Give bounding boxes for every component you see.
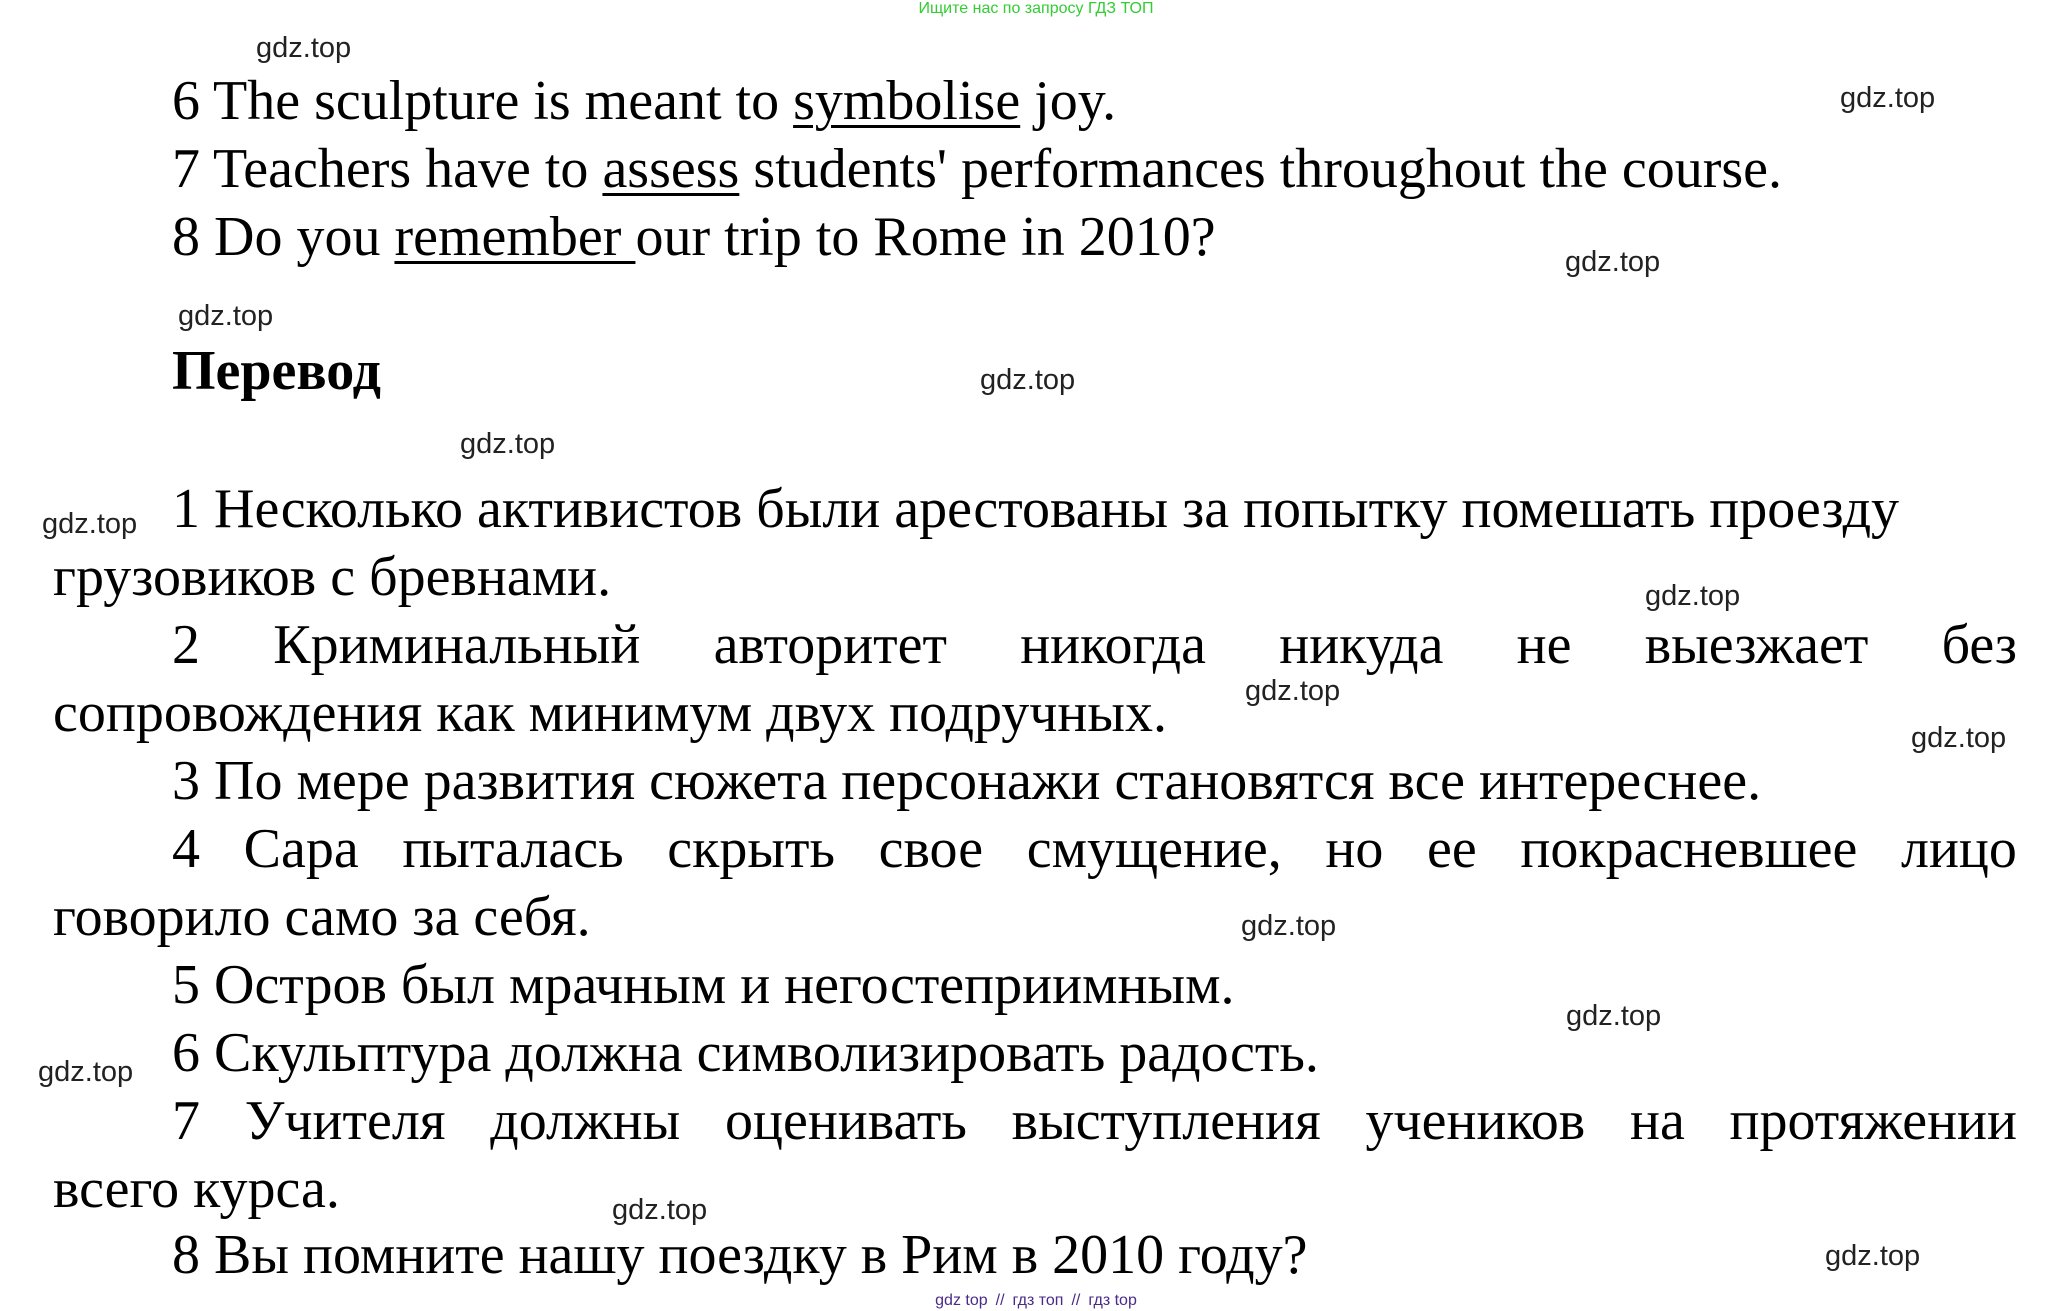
- watermark: gdz.top: [42, 508, 138, 540]
- word: ее: [1427, 818, 1477, 880]
- sentence-text-post: our trip to Rome in 2010?: [635, 206, 1216, 268]
- sentence-text-post: students' performances throughout the course.: [739, 138, 1783, 200]
- word: выезжает: [1644, 614, 1869, 676]
- english-sentence-6: [172, 68, 1116, 134]
- word: 2: [172, 614, 200, 676]
- watermark: gdz.top: [1245, 675, 1341, 707]
- word: скрыть: [667, 818, 835, 880]
- translation-4-line-1: [172, 816, 2017, 882]
- translation-7-line-1: [172, 1088, 2017, 1154]
- watermark: gdz.top: [1645, 580, 1741, 612]
- english-sentence-8: [172, 204, 1216, 270]
- translation-6: 6 Скульптура должна символизировать радость.: [172, 1022, 1319, 1084]
- word: протяжении: [1729, 1090, 2017, 1152]
- footer-item: гдз top: [1088, 1292, 1137, 1309]
- sentence-text-pre: Do you: [214, 206, 395, 268]
- footer-item: гдз топ: [1012, 1292, 1064, 1309]
- word: авторитет: [713, 614, 947, 676]
- watermark: gdz.top: [178, 300, 274, 332]
- word: Учителя: [244, 1090, 446, 1152]
- word: оценивать: [725, 1090, 967, 1152]
- word: выступления: [1011, 1090, 1321, 1152]
- word: на: [1629, 1090, 1685, 1152]
- footer-separator: //: [995, 1292, 1005, 1309]
- word: должны: [490, 1090, 681, 1152]
- sentence-text-post: joy.: [1020, 70, 1117, 132]
- watermark: gdz.top: [612, 1194, 708, 1226]
- translation-3: 3 По мере развития сюжета персонажи становятся все интереснее.: [172, 750, 1762, 812]
- word: не: [1516, 614, 1572, 676]
- word: 4: [172, 818, 200, 880]
- watermark: gdz.top: [1566, 1000, 1662, 1032]
- word: 7: [172, 1090, 200, 1152]
- word: смущение,: [1026, 818, 1282, 880]
- sentence-number: 8: [172, 206, 200, 268]
- translation-1-line-1: [172, 476, 2017, 542]
- underlined-word: assess: [602, 138, 740, 200]
- watermark: gdz.top: [1911, 722, 2007, 754]
- word: никуда: [1279, 614, 1444, 676]
- underlined-word: remember: [394, 206, 636, 268]
- word: Криминальный: [273, 614, 641, 676]
- top-banner: Ищите нас по запросу ГДЗ ТОП: [918, 0, 1154, 17]
- watermark: gdz.top: [1840, 82, 1936, 114]
- translation-8: 8 Вы помните нашу поездку в Рим в 2010 году?: [172, 1224, 1308, 1286]
- sentence-text-pre: The sculpture is meant to: [213, 70, 794, 132]
- translation-5: 5 Остров был мрачным и негостеприимным.: [172, 954, 1235, 1016]
- word: без: [1941, 614, 2017, 676]
- sentence-text-pre: Teachers have to: [213, 138, 603, 200]
- translation-1-line-1-text: 1 Несколько активистов были арестованы за попытку помешать проезду: [172, 478, 1900, 540]
- word: покрасневшее: [1520, 818, 1858, 880]
- sentence-number: 7: [172, 138, 200, 200]
- watermark: gdz.top: [460, 428, 556, 460]
- english-sentence-7: [172, 136, 1782, 202]
- watermark: gdz.top: [1241, 910, 1337, 942]
- translation-2-line-1: [172, 612, 2017, 678]
- translation-7-line-2: всего курса.: [53, 1158, 340, 1220]
- word: учеников: [1365, 1090, 1586, 1152]
- sentence-number: 6: [172, 70, 200, 132]
- watermark: gdz.top: [980, 364, 1076, 396]
- footer: [0, 1292, 2072, 1310]
- watermark: gdz.top: [38, 1056, 134, 1088]
- translation-1-line-2: грузовиков с бревнами.: [53, 546, 612, 608]
- watermark: gdz.top: [1825, 1240, 1921, 1272]
- word: лицо: [1901, 818, 2017, 880]
- word: но: [1325, 818, 1384, 880]
- section-heading: Перевод: [172, 340, 381, 402]
- footer-item: gdz top: [935, 1292, 988, 1309]
- word: свое: [878, 818, 984, 880]
- footer-separator: //: [1071, 1292, 1081, 1309]
- translation-2-line-2: сопровождения как минимум двух подручных.: [53, 682, 1168, 744]
- word: Сара: [243, 818, 359, 880]
- word: пыталась: [402, 818, 624, 880]
- word: никогда: [1020, 614, 1207, 676]
- translation-4-line-2: говорило само за себя.: [53, 886, 591, 948]
- watermark: gdz.top: [256, 32, 352, 64]
- watermark: gdz.top: [1565, 246, 1661, 278]
- underlined-word: symbolise: [793, 70, 1021, 132]
